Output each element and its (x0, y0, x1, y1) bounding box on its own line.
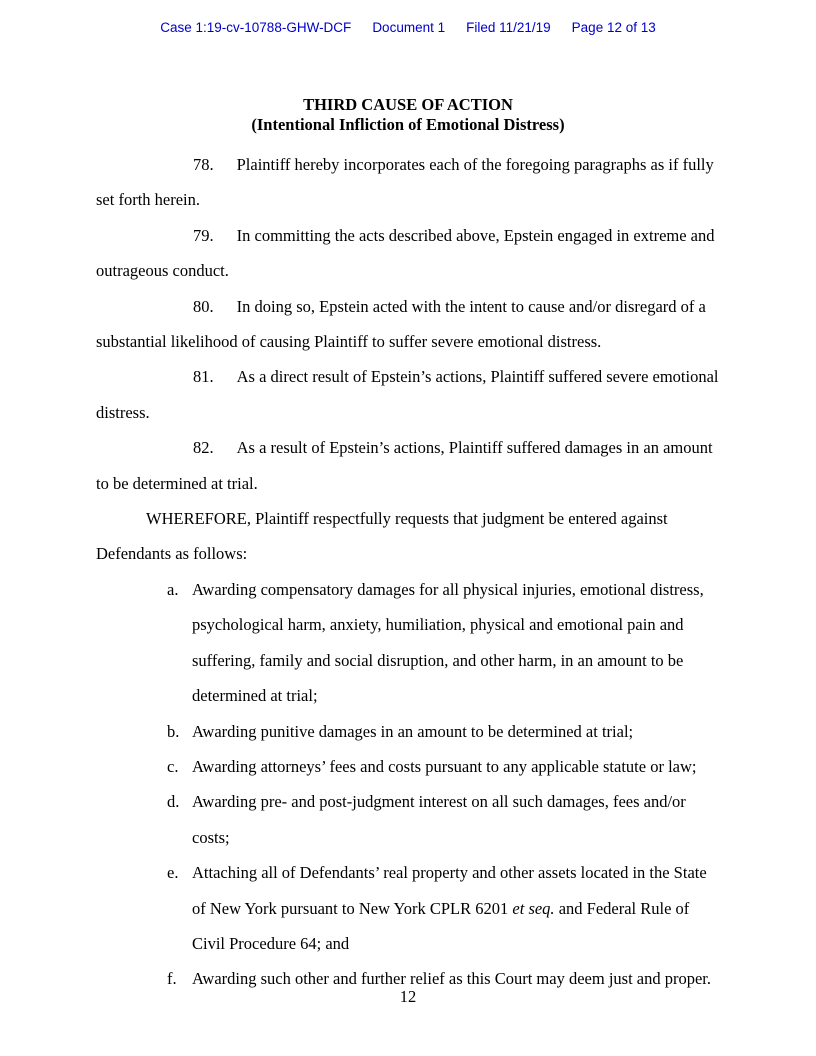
case-stamp (0, 20, 816, 35)
relief-text-after: and Federal Rule of Civil Procedure 64; and (192, 898, 690, 953)
relief-letter: f. (167, 969, 177, 989)
stamp-page-count: Page 12 of 13 (571, 20, 656, 35)
document-title (96, 95, 720, 134)
stamp-case-number: Case 1:19-cv-10788-GHW-DCF (160, 20, 352, 35)
paragraph-number: 80. (193, 296, 214, 316)
relief-text: Awarding punitive damages in an amount to be determined at trial; (192, 721, 634, 741)
relief-list (167, 572, 720, 997)
page-number: 12 (399, 987, 417, 1006)
relief-text: Awarding compensatory damages for all physical injuries, emotional distress, psychological harm, anxiety, humiliation, physical and emotional pain and suffering, family and social disruption, and other harm, in an amount to be determined at trial; (192, 579, 704, 706)
paragraph-number: 79. (193, 225, 214, 245)
paragraph-79 (96, 218, 720, 289)
stamp-document-number: Document 1 (372, 20, 446, 35)
relief-item-e (167, 855, 720, 961)
relief-text: Awarding pre- and post-judgment interest on all such damages, fees and/or costs; (192, 792, 686, 847)
paragraph-number: 82. (193, 438, 214, 458)
relief-item-c (167, 749, 720, 784)
paragraph-82 (96, 430, 720, 501)
paragraph-78 (96, 147, 720, 218)
relief-text: Awarding such other and further relief as this Court may deem just and proper. (192, 969, 712, 989)
title-cause-subtitle: (Intentional Infliction of Emotional Distress) (251, 114, 565, 134)
paragraph-number: 78. (193, 155, 214, 174)
document-body (96, 147, 720, 997)
relief-text-italic: et seq. (512, 898, 555, 918)
wherefore-text: WHEREFORE, Plaintiff respectfully requests that judgment be entered against Defendants as follows: (96, 509, 668, 564)
relief-letter: b. (167, 721, 180, 741)
relief-letter: a. (167, 579, 179, 599)
paragraph-81 (96, 359, 720, 430)
title-cause-of-action: THIRD CAUSE OF ACTION (303, 95, 513, 114)
relief-letter: d. (167, 792, 180, 812)
relief-text (192, 863, 707, 953)
relief-letter: c. (167, 756, 179, 776)
paragraph-text: As a result of Epstein’s actions, Plaintiff suffered damages in an amount to be determined at trial. (96, 438, 713, 493)
paragraph-text: As a direct result of Epstein’s actions, Plaintiff suffered severe emotional distress. (96, 367, 719, 422)
relief-text: Awarding attorneys’ fees and costs pursuant to any applicable statute or law; (192, 756, 697, 776)
relief-item-b (167, 714, 720, 749)
relief-item-a (167, 572, 720, 714)
wherefore-clause (96, 501, 720, 572)
stamp-filed-date: Filed 11/21/19 (466, 20, 551, 35)
relief-item-d (167, 784, 720, 855)
paragraph-text: In committing the acts described above, Epstein engaged in extreme and outrageous conduct. (96, 225, 715, 281)
paragraph-text: Plaintiff hereby incorporates each of the foregoing paragraphs as if fully set forth herein. (96, 155, 714, 210)
paragraph-number: 81. (193, 367, 214, 387)
relief-letter: e. (167, 863, 179, 883)
paragraph-80 (96, 289, 720, 360)
paragraph-text: In doing so, Epstein acted with the intent to cause and/or disregard of a substantial likelihood of causing Plaintiff to suffer severe emotional distress. (96, 296, 706, 352)
relief-text-before: Attaching all of Defendants’ real property and other assets located in the State of New York pursuant to New York CPLR 6201 (192, 863, 707, 918)
